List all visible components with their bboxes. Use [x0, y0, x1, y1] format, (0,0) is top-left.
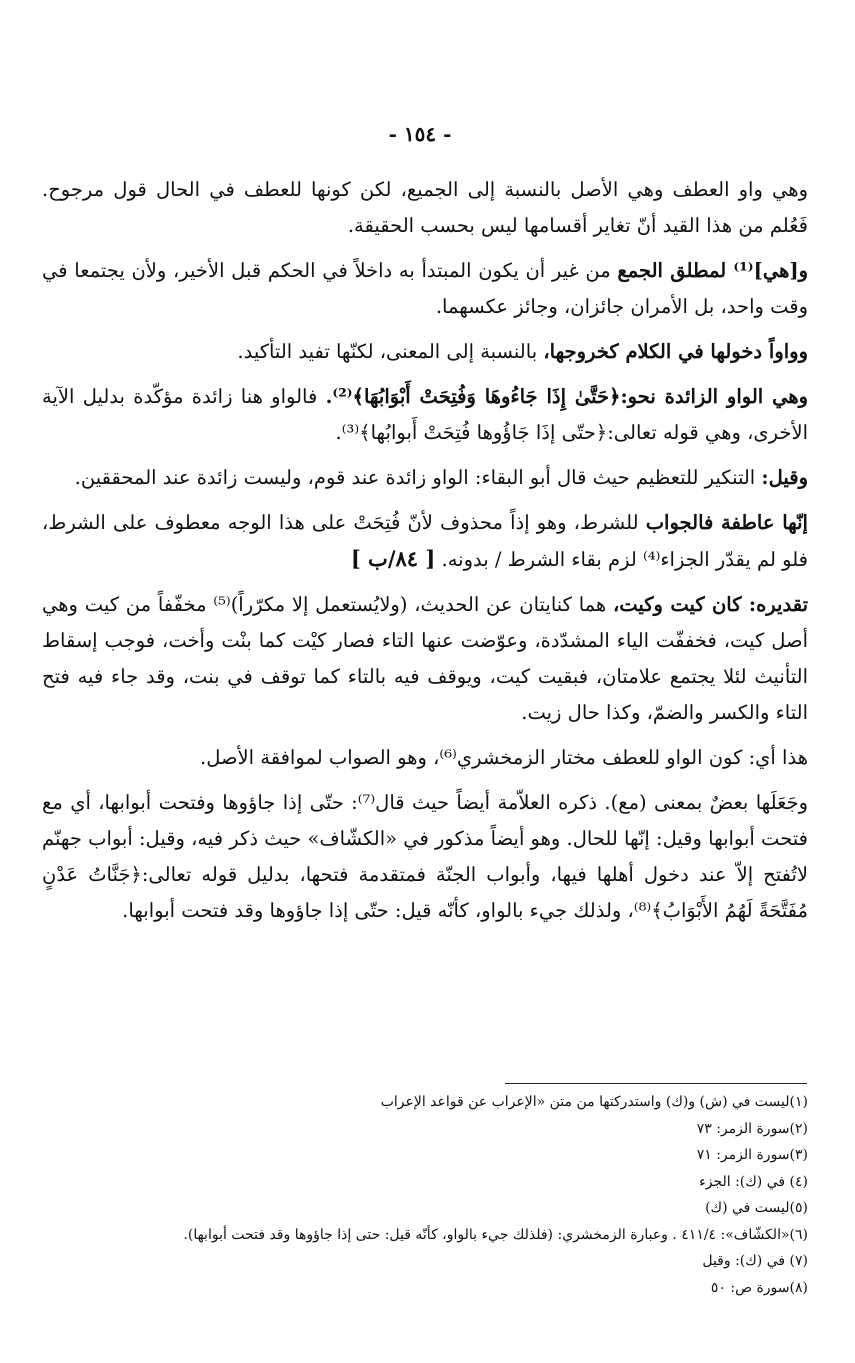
footnote-item: (٨)سورة ص: ٥٠ — [710, 1279, 808, 1296]
paragraph-4 — [42, 379, 808, 451]
paragraph-7 — [42, 587, 808, 731]
footnote-item: (١)ليست في (ش) و(ك) واستدركتها من متن «الإعراب عن قواعد الإعراب — [380, 1094, 808, 1110]
paragraph-text: للشرط، وهو إذاً محذوف لأنّ فُتِحَتْ على هذا الوجه معطوف على الشرط، فلو لم يقدّر الجزاء⁽⁴⁾ لزم بقاء الشرط / بدونه. — [42, 511, 808, 571]
paragraph-text: من غير أن يكون المبتدأ به داخلاً في الحكم قبل الأخير، ولأن يجتمعا في وقت واحد، بل الأمران جائزان، وجائز عكسهما. — [42, 259, 808, 318]
paragraph-lead: و[هي]⁽¹⁾ لمطلق الجمع — [617, 259, 809, 282]
footnotes — [42, 1089, 808, 1301]
paragraph-lead: وقيل: — [761, 466, 808, 489]
paragraph-9 — [42, 785, 808, 929]
paragraph-text: فالواو هنا زائدة مؤكّدة بدليل الآية الأخرى، وهي قوله تعالى:﴿حتّى إذَا جَاؤُوها فُتِحَتْ أَبوابُها﴾⁽³⁾. — [42, 385, 808, 444]
footnote-item: (٤) في (ك): الجزء — [699, 1173, 808, 1190]
paragraph-text: بالنسبة إلى المعنى، لكنّها تفيد التأكيد. — [237, 340, 538, 363]
paragraph-5 — [42, 460, 808, 496]
paragraph-2 — [42, 253, 808, 325]
paragraph-lead: إنّها عاطفة فالجواب — [645, 511, 808, 534]
footnote-item: (٣)سورة الزمر: ٧١ — [696, 1147, 808, 1163]
paragraph-lead: وهي الواو الزائدة نحو:﴿حَتَّىٰ إِذَا جَاءُوهَا وَفُتِحَتْ أَبْوَابُهَا﴾⁽²⁾. — [325, 385, 809, 408]
paragraph-text: هما كنايتان عن الحديث، (ولايُستعمل إلا مكرّراً)⁽⁵⁾ مخفّفاً من كيت وهي أصل كيت، فخففّت الياء المشدّدة، وعوّضت عنها التاء فصار كيْت كما بنْت وأخت، فوجب إسقاط التأنيث لئلا يجتمع علامتان، فبقيت كيت، ويوقف فيه بالتاء كما توقف في بنت، وقد جاء فيه فتح التاء والكسر والضمّ، وكذا حال زيت. — [42, 593, 808, 724]
footnote-divider — [505, 1083, 807, 1084]
paragraph-text: هذا أي: كون الواو للعطف مختار الزمخشري⁽⁶⁾، وهو الصواب لموافقة الأصل. — [200, 746, 808, 769]
paragraph-lead: تقديره: كان كيت وكيت، — [612, 593, 809, 616]
paragraph-1 — [42, 172, 808, 244]
body-text — [42, 172, 808, 938]
manuscript-folio-marker: [ ٨٤/ب ] — [350, 546, 436, 571]
paragraph-text: وهي واو العطف وهي الأصل بالنسبة إلى الجميع، لكن كونها للعطف في الحال قول مرجوح. فَعُلم من هذا القيد أنّ تغاير أقسامها ليس بحسب الحقيقة. — [42, 178, 808, 237]
footnote-item: (٧) في (ك): وقيل — [702, 1253, 808, 1269]
paragraph-text: وجَعَلَها بعضٌ بمعنى (مع). ذكره العلاّمة أيضاً حيث قال⁽⁷⁾: حتّى إذا جاؤوها وفتحت أبوابها، أي مع فتحت أبوابها وقيل: إنّها للحال. وهو أيضاً مذكور في «الكشّاف» حيث ذكر فيه، وقيل: أبواب جهنّم لاتُفتح إلاّ عند دخول أهلها فيها، وأبواب الجنّة فمتقدمة فتحها، بدليل قوله تعالى:﴿جَنَّاتُ عَدْنٍ مُفَتَّحَةً لَهُمُ الأَبْوَابُ﴾⁽⁸⁾، ولذلك جيء بالواو، كأنّه قيل: حتّى إذا جاؤوها وقد فتحت أبوابها. — [41, 791, 808, 922]
paragraph-3 — [42, 334, 808, 370]
footnote-item: (٢)سورة الزمر: ٧٣ — [696, 1120, 808, 1137]
paragraph-lead: وواواً دخولها في الكلام كخروجها، — [543, 340, 808, 363]
paragraph-6 — [42, 505, 808, 578]
footnote-item: (٦)«الكشّاف»: ٤١١/٤ . وعبارة الزمخشري: (فلذلك جيء بالواو، كأنّه قيل: حتى إذا جاؤوها وقد فتحت أبوابها). — [183, 1226, 808, 1243]
paragraph-text: التنكير للتعظيم حيث قال أبو البقاء: الواو زائدة عند قوم، وليست زائدة عند المحققين. — [74, 466, 756, 489]
paragraph-8 — [42, 740, 808, 776]
footnote-item: (٥)ليست في (ك) — [705, 1200, 808, 1216]
page-number: - ١٥٤ - — [388, 122, 452, 146]
